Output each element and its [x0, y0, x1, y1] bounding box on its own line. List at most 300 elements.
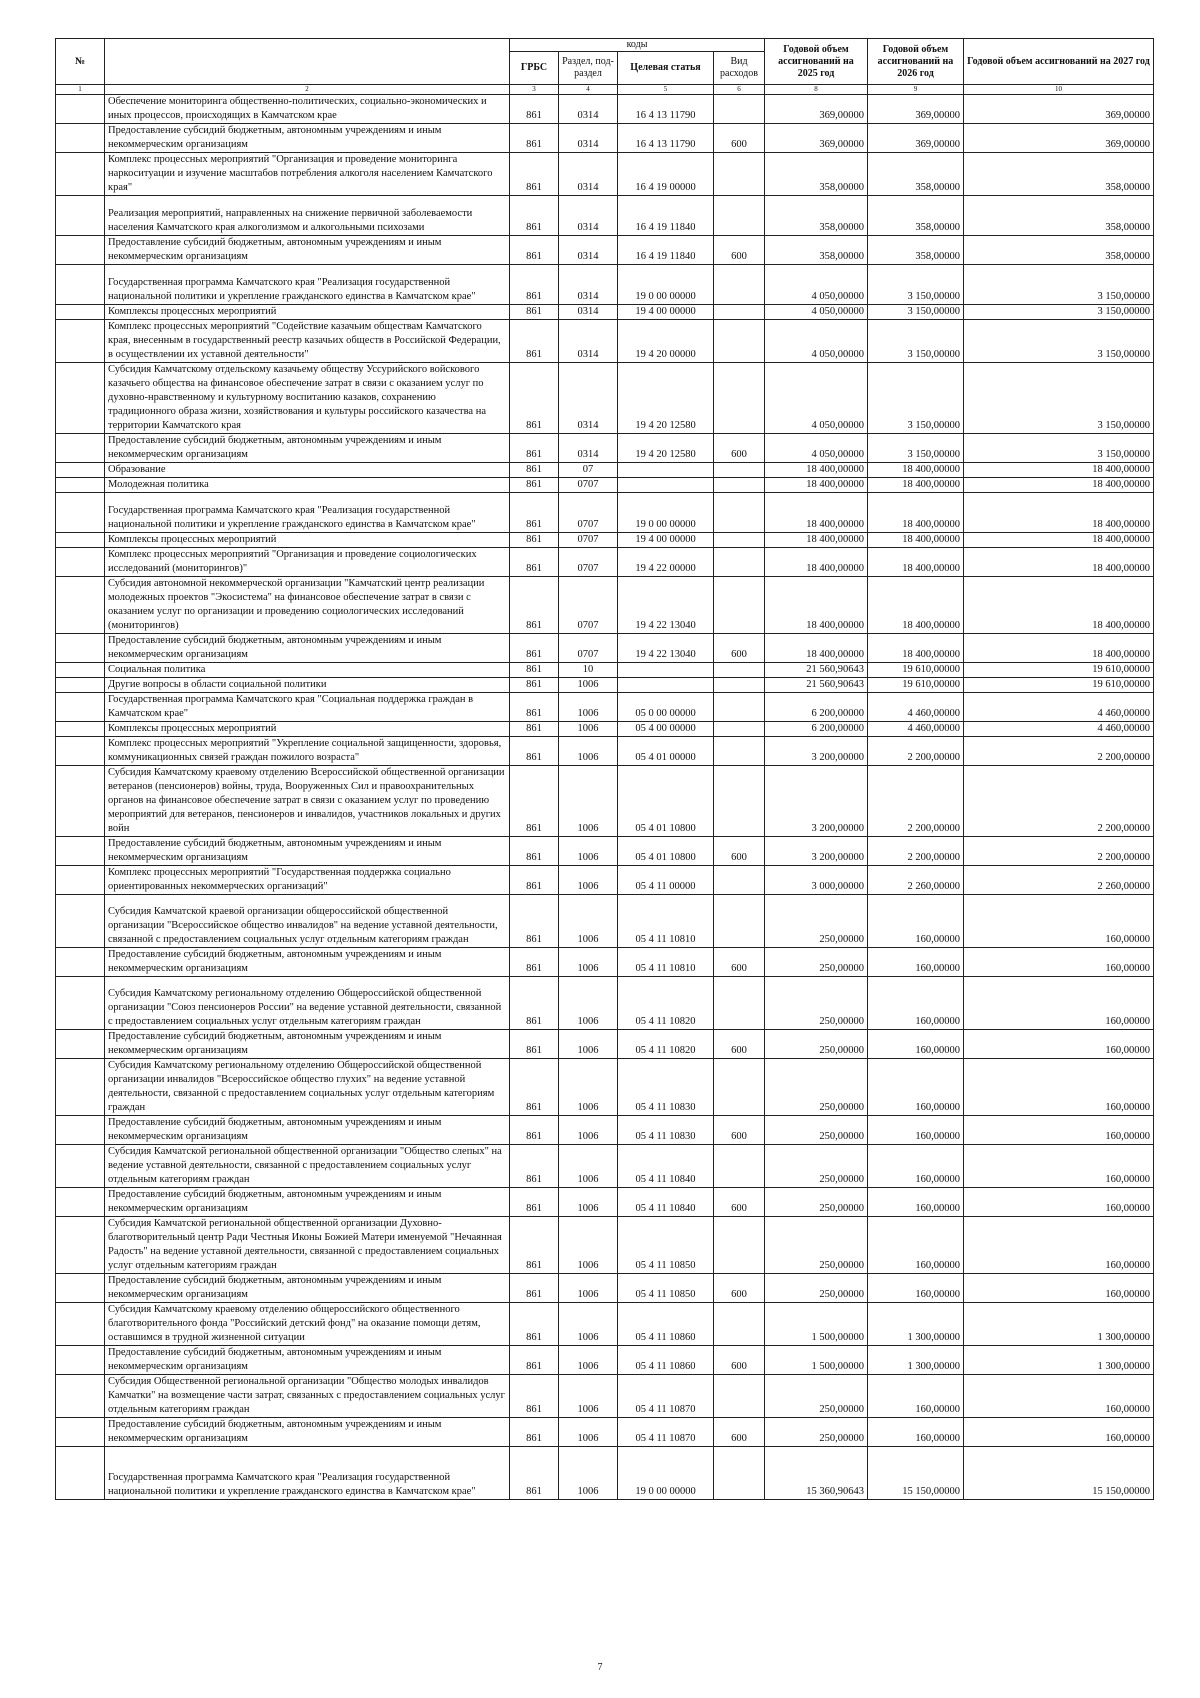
amount-2026-cell: 3 150,00000 [868, 265, 964, 305]
amount-2025-cell: 250,00000 [765, 1116, 868, 1145]
amount-2027-cell: 369,00000 [964, 124, 1154, 153]
item-name-cell: Предоставление субсидий бюджетным, автономным учреждениям и иным некоммерческим организациям [105, 634, 510, 663]
expense-type-cell [714, 493, 765, 533]
column-index-row [56, 85, 1154, 95]
row-number-cell [56, 478, 105, 493]
amount-2025-cell: 3 200,00000 [765, 766, 868, 837]
target-article-cell: 19 0 00 00000 [618, 493, 714, 533]
grbs-cell: 861 [510, 320, 559, 363]
grbs-cell: 861 [510, 1274, 559, 1303]
amount-2027-cell: 160,00000 [964, 1375, 1154, 1418]
section-cell: 1006 [559, 1375, 618, 1418]
expense-type-cell: 600 [714, 1418, 765, 1447]
target-article-cell: 05 4 11 10810 [618, 895, 714, 948]
section-cell: 0707 [559, 478, 618, 493]
expense-type-cell [714, 722, 765, 737]
table-row [56, 837, 1154, 866]
row-number-cell [56, 722, 105, 737]
grbs-cell: 861 [510, 363, 559, 434]
grbs-cell: 861 [510, 1375, 559, 1418]
amount-2025-cell: 250,00000 [765, 1274, 868, 1303]
section-cell: 0314 [559, 320, 618, 363]
grbs-cell: 861 [510, 478, 559, 493]
target-article-cell: 05 4 11 10820 [618, 977, 714, 1030]
amount-2026-cell: 358,00000 [868, 153, 964, 196]
target-article-cell: 05 4 11 10870 [618, 1418, 714, 1447]
target-article-cell: 05 4 01 10800 [618, 837, 714, 866]
target-article-cell: 05 4 11 10840 [618, 1145, 714, 1188]
item-name-cell: Предоставление субсидий бюджетным, автономным учреждениям и иным некоммерческим организациям [105, 434, 510, 463]
amount-2026-cell: 18 400,00000 [868, 493, 964, 533]
target-article-cell: 19 4 20 00000 [618, 320, 714, 363]
amount-2027-cell: 3 150,00000 [964, 265, 1154, 305]
row-number-cell [56, 236, 105, 265]
amount-2025-cell: 18 400,00000 [765, 577, 868, 634]
item-name-cell: Комплексы процессных мероприятий [105, 722, 510, 737]
amount-2027-cell: 18 400,00000 [964, 478, 1154, 493]
item-name-cell: Государственная программа Камчатского края "Реализация государственной национальной политики и укрепление гражданского единства в Камчатском крае" [105, 493, 510, 533]
row-number-cell [56, 693, 105, 722]
table-row [56, 948, 1154, 977]
amount-2025-cell: 250,00000 [765, 1418, 868, 1447]
amount-2025-cell: 250,00000 [765, 895, 868, 948]
expense-type-cell [714, 678, 765, 693]
col-num-header: № [56, 39, 105, 85]
row-number-cell [56, 265, 105, 305]
section-cell: 0707 [559, 577, 618, 634]
amount-2026-cell: 160,00000 [868, 1418, 964, 1447]
section-cell: 1006 [559, 1145, 618, 1188]
amount-2025-cell: 21 560,90643 [765, 663, 868, 678]
section-cell: 1006 [559, 1030, 618, 1059]
section-cell: 0314 [559, 196, 618, 236]
amount-2027-cell: 18 400,00000 [964, 577, 1154, 634]
item-name-cell: Субсидия Камчатскому отдельскому казачьему обществу Уссурийского войскового казачьего общества на финансовое обеспечение затрат в связи с оказанием услуг по духовно-нравственному и культурному воспитанию казаков, сохранению традиционного образа жизни, хозяйствования и культуры российского казачества на территории Камчатского края [105, 363, 510, 434]
expense-type-cell [714, 265, 765, 305]
col-exptype-header: Вид расходов [714, 52, 765, 85]
table-row [56, 1030, 1154, 1059]
row-number-cell [56, 124, 105, 153]
item-name-cell: Субсидия Камчатской региональной общественной организации Духовно-благотворительный центр Ради Честныя Иконы Божией Матери именуемой "Нечаянная Радость" на ведение уставной деятельности, связанной с предоставлением социальных услуг отдельным категориям граждан [105, 1217, 510, 1274]
item-name-cell: Предоставление субсидий бюджетным, автономным учреждениям и иным некоммерческим организациям [105, 1274, 510, 1303]
amount-2026-cell: 2 200,00000 [868, 766, 964, 837]
expense-type-cell [714, 363, 765, 434]
section-cell: 0314 [559, 363, 618, 434]
section-cell: 0707 [559, 634, 618, 663]
amount-2026-cell: 18 400,00000 [868, 634, 964, 663]
grbs-cell: 861 [510, 95, 559, 124]
amount-2026-cell: 369,00000 [868, 124, 964, 153]
expense-type-cell: 600 [714, 1188, 765, 1217]
expense-type-cell [714, 1303, 765, 1346]
amount-2025-cell: 369,00000 [765, 95, 868, 124]
col-name-header [105, 39, 510, 85]
section-cell: 1006 [559, 1059, 618, 1116]
item-name-cell: Реализация мероприятий, направленных на снижение первичной заболеваемости населения Камчатского края алкоголизмом и алкогольными психозами [105, 196, 510, 236]
expense-type-cell [714, 1375, 765, 1418]
row-number-cell [56, 663, 105, 678]
section-cell: 1006 [559, 737, 618, 766]
section-cell: 1006 [559, 1217, 618, 1274]
amount-2026-cell: 3 150,00000 [868, 434, 964, 463]
amount-2025-cell: 250,00000 [765, 1217, 868, 1274]
section-cell: 1006 [559, 693, 618, 722]
item-name-cell: Предоставление субсидий бюджетным, автономным учреждениям и иным некоммерческим организациям [105, 124, 510, 153]
table-row [56, 493, 1154, 533]
row-number-cell [56, 533, 105, 548]
target-article-cell: 05 4 11 10810 [618, 948, 714, 977]
table-row [56, 1274, 1154, 1303]
grbs-cell: 861 [510, 153, 559, 196]
amount-2027-cell: 1 300,00000 [964, 1303, 1154, 1346]
section-cell: 1006 [559, 866, 618, 895]
section-cell: 1006 [559, 678, 618, 693]
amount-2026-cell: 19 610,00000 [868, 678, 964, 693]
amount-2026-cell: 15 150,00000 [868, 1447, 964, 1500]
table-row [56, 866, 1154, 895]
item-name-cell: Предоставление субсидий бюджетным, автономным учреждениям и иным некоммерческим организациям [105, 837, 510, 866]
section-cell: 1006 [559, 1447, 618, 1500]
expense-type-cell [714, 577, 765, 634]
column-index-cell: 6 [714, 85, 765, 95]
amount-2026-cell: 18 400,00000 [868, 533, 964, 548]
section-cell: 1006 [559, 1274, 618, 1303]
amount-2025-cell: 1 500,00000 [765, 1303, 868, 1346]
amount-2027-cell: 160,00000 [964, 948, 1154, 977]
row-number-cell [56, 463, 105, 478]
item-name-cell: Комплекс процессных мероприятий "Укрепление социальной защищенности, здоровья, коммуникационных связей граждан пожилого возраста" [105, 737, 510, 766]
expense-type-cell [714, 1447, 765, 1500]
item-name-cell: Государственная программа Камчатского края "Реализация государственной национальной политики и укрепление гражданского единства в Камчатском крае" [105, 265, 510, 305]
table-row [56, 663, 1154, 678]
grbs-cell: 861 [510, 305, 559, 320]
column-index-cell: 8 [765, 85, 868, 95]
table-row [56, 1188, 1154, 1217]
page-number: 7 [597, 1662, 603, 1673]
expense-type-cell [714, 977, 765, 1030]
grbs-cell: 861 [510, 766, 559, 837]
amount-2026-cell: 160,00000 [868, 1217, 964, 1274]
grbs-cell: 861 [510, 948, 559, 977]
item-name-cell: Государственная программа Камчатского края "Реализация государственной национальной политики и укрепление гражданского единства в Камчатском крае" [105, 1447, 510, 1500]
expense-type-cell [714, 737, 765, 766]
amount-2026-cell: 358,00000 [868, 236, 964, 265]
amount-2026-cell: 4 460,00000 [868, 722, 964, 737]
amount-2027-cell: 15 150,00000 [964, 1447, 1154, 1500]
amount-2027-cell: 160,00000 [964, 1274, 1154, 1303]
section-cell: 1006 [559, 837, 618, 866]
table-row [56, 1375, 1154, 1418]
expense-type-cell: 600 [714, 124, 765, 153]
codes-group-header: коды [510, 39, 765, 52]
amount-2027-cell: 4 460,00000 [964, 693, 1154, 722]
grbs-cell: 861 [510, 1418, 559, 1447]
target-article-cell: 05 0 00 00000 [618, 693, 714, 722]
item-name-cell: Обеспечение мониторинга общественно-политических, социально-экономических и иных процессов, происходящих в Камчатском крае [105, 95, 510, 124]
grbs-cell: 861 [510, 1346, 559, 1375]
item-name-cell: Комплекс процессных мероприятий "Организация и проведение мониторинга наркоситуации и изучение масштабов потребления алкоголя населением Камчатского края" [105, 153, 510, 196]
amount-2025-cell: 250,00000 [765, 977, 868, 1030]
table-row [56, 722, 1154, 737]
item-name-cell: Комплекс процессных мероприятий "Организация и проведение социологических исследований (мониторингов)" [105, 548, 510, 577]
grbs-cell: 861 [510, 1217, 559, 1274]
expense-type-cell [714, 1145, 765, 1188]
expense-type-cell: 600 [714, 948, 765, 977]
grbs-cell: 861 [510, 463, 559, 478]
row-number-cell [56, 363, 105, 434]
row-number-cell [56, 1447, 105, 1500]
row-number-cell [56, 153, 105, 196]
item-name-cell: Другие вопросы в области социальной политики [105, 678, 510, 693]
section-cell: 0314 [559, 124, 618, 153]
grbs-cell: 861 [510, 1188, 559, 1217]
amount-2027-cell: 2 200,00000 [964, 766, 1154, 837]
section-cell: 0707 [559, 548, 618, 577]
grbs-cell: 861 [510, 493, 559, 533]
column-index-cell: 9 [868, 85, 964, 95]
target-article-cell: 19 4 00 00000 [618, 533, 714, 548]
table-row [56, 153, 1154, 196]
item-name-cell: Предоставление субсидий бюджетным, автономным учреждениям и иным некоммерческим организациям [105, 1116, 510, 1145]
target-article-cell: 05 4 11 10830 [618, 1059, 714, 1116]
amount-2027-cell: 358,00000 [964, 236, 1154, 265]
grbs-cell: 861 [510, 236, 559, 265]
expense-type-cell [714, 1059, 765, 1116]
amount-2026-cell: 1 300,00000 [868, 1346, 964, 1375]
section-cell: 1006 [559, 1346, 618, 1375]
amount-2025-cell: 250,00000 [765, 1059, 868, 1116]
item-name-cell: Комплексы процессных мероприятий [105, 305, 510, 320]
target-article-cell: 05 4 11 10820 [618, 1030, 714, 1059]
amount-2026-cell: 160,00000 [868, 1375, 964, 1418]
amount-2027-cell: 160,00000 [964, 1217, 1154, 1274]
amount-2026-cell: 18 400,00000 [868, 478, 964, 493]
amount-2025-cell: 6 200,00000 [765, 693, 868, 722]
amount-2027-cell: 160,00000 [964, 1059, 1154, 1116]
amount-2026-cell: 18 400,00000 [868, 548, 964, 577]
row-number-cell [56, 678, 105, 693]
table-row [56, 548, 1154, 577]
amount-2025-cell: 1 500,00000 [765, 1346, 868, 1375]
col-section-header: Раздел, под-раздел [559, 52, 618, 85]
amount-2027-cell: 4 460,00000 [964, 722, 1154, 737]
amount-2026-cell: 3 150,00000 [868, 363, 964, 434]
expense-type-cell: 600 [714, 837, 765, 866]
amount-2026-cell: 160,00000 [868, 1145, 964, 1188]
amount-2025-cell: 18 400,00000 [765, 634, 868, 663]
col-target-header: Целевая статья [618, 52, 714, 85]
row-number-cell [56, 1145, 105, 1188]
expense-type-cell [714, 95, 765, 124]
amount-2027-cell: 160,00000 [964, 977, 1154, 1030]
table-row [56, 1418, 1154, 1447]
amount-2025-cell: 6 200,00000 [765, 722, 868, 737]
item-name-cell: Предоставление субсидий бюджетным, автономным учреждениям и иным некоммерческим организациям [105, 948, 510, 977]
table-row [56, 196, 1154, 236]
item-name-cell: Субсидия Камчатскому краевому отделению Всероссийской общественной организации ветеранов (пенсионеров) войны, труда, Вооруженных Сил и правоохранительных органов на финансовое обеспечение затрат в связи с оказанием услуг по проведению мероприятий для ветеранов, пенсионеров и инвалидов, участников локальных и других войн [105, 766, 510, 837]
amount-2026-cell: 4 460,00000 [868, 693, 964, 722]
amount-2027-cell: 18 400,00000 [964, 533, 1154, 548]
target-article-cell: 16 4 19 11840 [618, 196, 714, 236]
target-article-cell: 16 4 13 11790 [618, 124, 714, 153]
section-cell: 1006 [559, 895, 618, 948]
amount-2027-cell: 160,00000 [964, 1145, 1154, 1188]
target-article-cell: 19 4 20 12580 [618, 434, 714, 463]
target-article-cell: 05 4 11 10850 [618, 1217, 714, 1274]
section-cell: 0314 [559, 95, 618, 124]
grbs-cell: 861 [510, 548, 559, 577]
table-row [56, 533, 1154, 548]
amount-2025-cell: 358,00000 [765, 236, 868, 265]
col-2026-header: Годовой объем ассигнований на 2026 год [868, 39, 964, 85]
table-row [56, 693, 1154, 722]
amount-2027-cell: 160,00000 [964, 895, 1154, 948]
column-index-cell: 4 [559, 85, 618, 95]
table-row [56, 1145, 1154, 1188]
section-cell: 1006 [559, 977, 618, 1030]
target-article-cell: 05 4 11 10850 [618, 1274, 714, 1303]
table-row [56, 305, 1154, 320]
row-number-cell [56, 305, 105, 320]
amount-2026-cell: 3 150,00000 [868, 305, 964, 320]
section-cell: 1006 [559, 1418, 618, 1447]
expense-type-cell: 600 [714, 434, 765, 463]
amount-2027-cell: 358,00000 [964, 153, 1154, 196]
section-cell: 1006 [559, 1116, 618, 1145]
amount-2027-cell: 3 150,00000 [964, 320, 1154, 363]
row-number-cell [56, 866, 105, 895]
item-name-cell: Субсидия Камчатскому региональному отделению Общероссийской общественной организации инвалидов "Всероссийское общество глухих" на ведение уставной деятельности, связанной с предоставлением социальных услуг отдельным категориям граждан [105, 1059, 510, 1116]
amount-2025-cell: 369,00000 [765, 124, 868, 153]
item-name-cell: Образование [105, 463, 510, 478]
target-article-cell [618, 663, 714, 678]
section-cell: 1006 [559, 948, 618, 977]
item-name-cell: Субсидия Камчатской региональной общественной организации "Общество слепых" на ведение уставной деятельности, связанной с предоставлением социальных услуг отдельным категориям граждан [105, 1145, 510, 1188]
grbs-cell: 861 [510, 196, 559, 236]
amount-2025-cell: 358,00000 [765, 153, 868, 196]
amount-2025-cell: 3 200,00000 [765, 837, 868, 866]
budget-table [55, 38, 1154, 1500]
amount-2025-cell: 4 050,00000 [765, 434, 868, 463]
grbs-cell: 861 [510, 1116, 559, 1145]
expense-type-cell [714, 463, 765, 478]
amount-2025-cell: 18 400,00000 [765, 478, 868, 493]
grbs-cell: 861 [510, 577, 559, 634]
grbs-cell: 861 [510, 837, 559, 866]
item-name-cell: Субсидия Камчатскому краевому отделению общероссийского общественного благотворительного фонда "Российский детский фонд" на оказание помощи детям, оставшимся в трудной жизненной ситуации [105, 1303, 510, 1346]
section-cell: 0314 [559, 434, 618, 463]
row-number-cell [56, 196, 105, 236]
item-name-cell: Предоставление субсидий бюджетным, автономным учреждениям и иным некоммерческим организациям [105, 236, 510, 265]
row-number-cell [56, 895, 105, 948]
grbs-cell: 861 [510, 663, 559, 678]
table-row [56, 363, 1154, 434]
column-index-cell: 2 [105, 85, 510, 95]
row-number-cell [56, 434, 105, 463]
expense-type-cell [714, 693, 765, 722]
amount-2025-cell: 4 050,00000 [765, 363, 868, 434]
row-number-cell [56, 1418, 105, 1447]
target-article-cell: 19 4 22 00000 [618, 548, 714, 577]
expense-type-cell: 600 [714, 1346, 765, 1375]
expense-type-cell [714, 533, 765, 548]
expense-type-cell [714, 548, 765, 577]
section-cell: 07 [559, 463, 618, 478]
section-cell: 1006 [559, 1303, 618, 1346]
item-name-cell: Предоставление субсидий бюджетным, автономным учреждениям и иным некоммерческим организациям [105, 1030, 510, 1059]
amount-2027-cell: 369,00000 [964, 95, 1154, 124]
table-body [56, 95, 1154, 1500]
row-number-cell [56, 948, 105, 977]
amount-2025-cell: 3 200,00000 [765, 737, 868, 766]
section-cell: 10 [559, 663, 618, 678]
amount-2025-cell: 18 400,00000 [765, 463, 868, 478]
target-article-cell: 05 4 00 00000 [618, 722, 714, 737]
expense-type-cell [714, 196, 765, 236]
expense-type-cell: 600 [714, 1030, 765, 1059]
table-row [56, 1346, 1154, 1375]
target-article-cell: 05 4 11 10860 [618, 1346, 714, 1375]
row-number-cell [56, 766, 105, 837]
expense-type-cell [714, 895, 765, 948]
grbs-cell: 861 [510, 977, 559, 1030]
table-row [56, 463, 1154, 478]
amount-2027-cell: 2 200,00000 [964, 837, 1154, 866]
row-number-cell [56, 977, 105, 1030]
target-article-cell: 19 4 22 13040 [618, 577, 714, 634]
grbs-cell: 861 [510, 895, 559, 948]
table-row [56, 1447, 1154, 1500]
amount-2025-cell: 250,00000 [765, 1030, 868, 1059]
amount-2025-cell: 4 050,00000 [765, 265, 868, 305]
amount-2027-cell: 160,00000 [964, 1418, 1154, 1447]
row-number-cell [56, 95, 105, 124]
target-article-cell: 19 4 20 12580 [618, 363, 714, 434]
table-row [56, 236, 1154, 265]
amount-2026-cell: 18 400,00000 [868, 463, 964, 478]
table-row [56, 634, 1154, 663]
col-2027-header: Годовой объем ассигнований на 2027 год [964, 39, 1154, 85]
amount-2026-cell: 2 200,00000 [868, 737, 964, 766]
item-name-cell: Субсидия Камчатской краевой организации общероссийской общественной организации "Всероссийское общество инвалидов" на ведение уставной деятельности, связанной с предоставлением социальных услуг отдельным категориям граждан [105, 895, 510, 948]
grbs-cell: 861 [510, 1145, 559, 1188]
section-cell: 1006 [559, 766, 618, 837]
amount-2026-cell: 3 150,00000 [868, 320, 964, 363]
amount-2027-cell: 18 400,00000 [964, 634, 1154, 663]
item-name-cell: Комплекс процессных мероприятий "Государственная поддержка социально ориентированных некоммерческих организаций" [105, 866, 510, 895]
item-name-cell: Предоставление субсидий бюджетным, автономным учреждениям и иным некоммерческим организациям [105, 1418, 510, 1447]
section-cell: 0314 [559, 236, 618, 265]
target-article-cell: 05 4 11 00000 [618, 866, 714, 895]
grbs-cell: 861 [510, 693, 559, 722]
amount-2025-cell: 250,00000 [765, 1145, 868, 1188]
amount-2025-cell: 18 400,00000 [765, 533, 868, 548]
amount-2027-cell: 2 260,00000 [964, 866, 1154, 895]
row-number-cell [56, 320, 105, 363]
grbs-cell: 861 [510, 1059, 559, 1116]
table-row [56, 577, 1154, 634]
table-row [56, 1059, 1154, 1116]
target-article-cell: 05 4 11 10830 [618, 1116, 714, 1145]
table-row [56, 434, 1154, 463]
table-row [56, 678, 1154, 693]
amount-2027-cell: 18 400,00000 [964, 463, 1154, 478]
table-row [56, 1303, 1154, 1346]
amount-2025-cell: 4 050,00000 [765, 320, 868, 363]
amount-2027-cell: 358,00000 [964, 196, 1154, 236]
col-grbs-header: ГРБС [510, 52, 559, 85]
row-number-cell [56, 837, 105, 866]
